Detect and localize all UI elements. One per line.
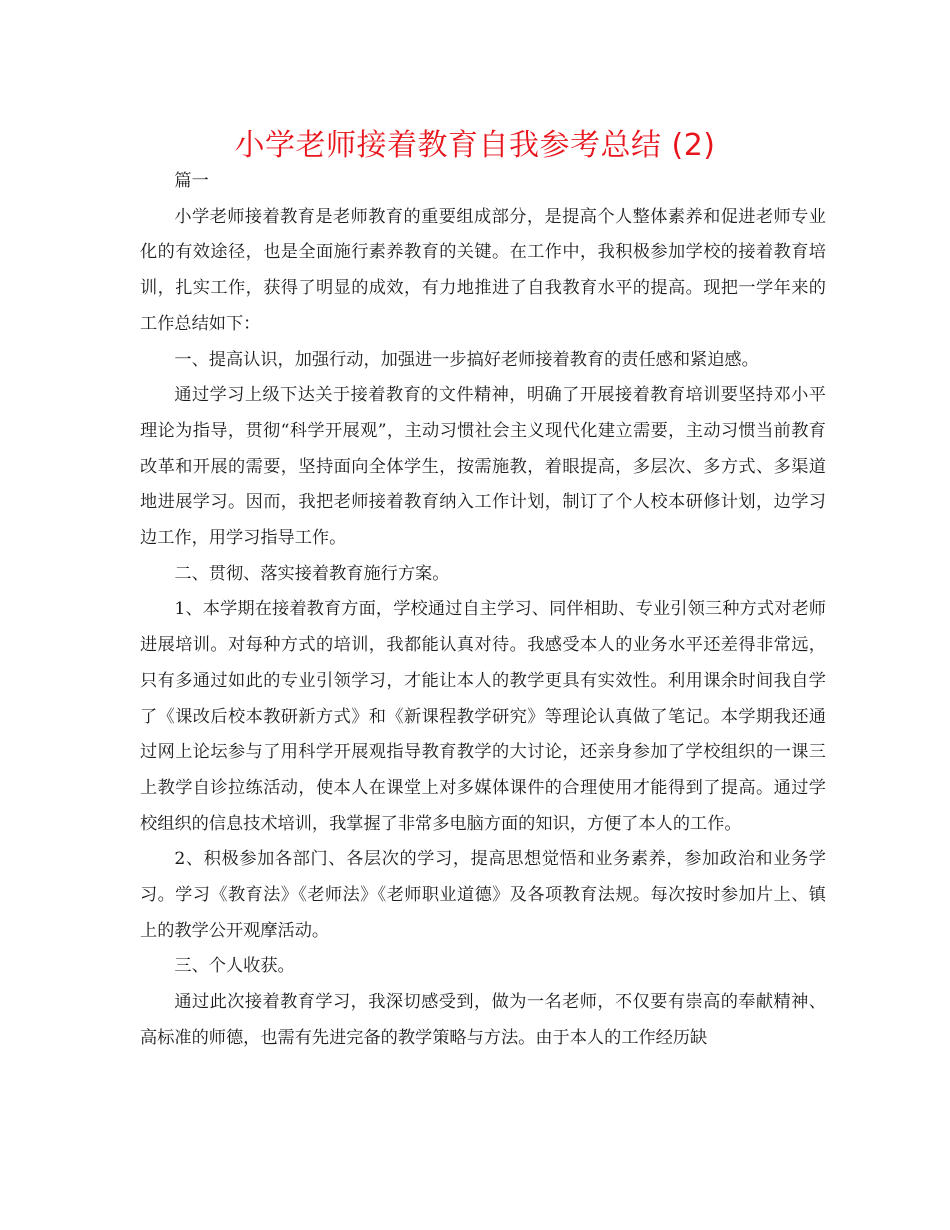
document-title: 小学老师接着教育自我参考总结 (2) <box>234 128 716 163</box>
paragraph-introduction: 小学老师接着教育是老师教育的重要组成部分，是提高个人整体素养和促进老师专业化的有效途径，也是全面施行素养教育的关键。在工作中，我积极参加学校的接着教育培训，扎实工作，获得了明显的成效，有力地推进了自我教育水平的提高。现把一学年来的工作总结如下： <box>140 206 826 334</box>
paragraph-heading-two: 二、贯彻、落实接着教育施行方案。 <box>174 563 450 584</box>
paragraph-section-label: 篇一 <box>174 171 209 191</box>
paragraph-personal-gains: 通过此次接着教育学习，我深切感受到，做为一名老师，不仅要有崇高的奉献精神、高标准的师德，也需有先进完备的教学策略与方法。由于本人的工作经历缺 <box>140 992 826 1048</box>
paragraph-heading-three: 三、个人收获。 <box>174 956 295 977</box>
paragraph-item-one: 1、本学期在接着教育方面，学校通过自主学习、同伴相助、专业引领三种方式对老师进展培训。对每种方式的培训，我都能认真对待。我感受本人的业务水平还差得非常远，只有多通过如此的专业引领学习，才能让本人的教学更具有实效性。利用课余时间我自学了《课改后校本教研新方式》和《新课程教学研究》等理论认真做了笔记。本学期我还通过网上论坛参与了用科学开展观指导教育教学的大讨论，还亲身参加了学校组织的一课三上教学自诊拉练活动，使本人在课堂上对多媒体课件的合理使用才能得到了提高。通过学校组织的信息技术培训，我掌握了非常多电脑方面的知识，方便了本人的工作。 <box>140 599 826 834</box>
document-body <box>140 164 826 1057</box>
paragraph-study-documents: 通过学习上级下达关于接着教育的文件精神，明确了开展接着教育培训要坚持邓小平理论为指导，贯彻“科学开展观”，主动习惯社会主义现代化建立需要，主动习惯当前教育改革和开展的需要，坚持面向全体学生，按需施教，着眼提高，多层次、多方式、多渠道地进展学习。因而，我把老师接着教育纳入工作计划，制订了个人校本研修计划，边学习边工作，用学习指导工作。 <box>140 385 826 549</box>
paragraph-item-two: 2、积极参加各部门、各层次的学习，提高思想觉悟和业务素养，参加政治和业务学习。学习《教育法》《老师法》《老师职业道德》及各项教育法规。每次按时参加片上、镇上的教学公开观摩活动。 <box>140 849 826 941</box>
paragraph-heading-one: 一、提高认识，加强行动，加强进一步搞好老师接着教育的责任感和紧迫感。 <box>174 349 759 370</box>
